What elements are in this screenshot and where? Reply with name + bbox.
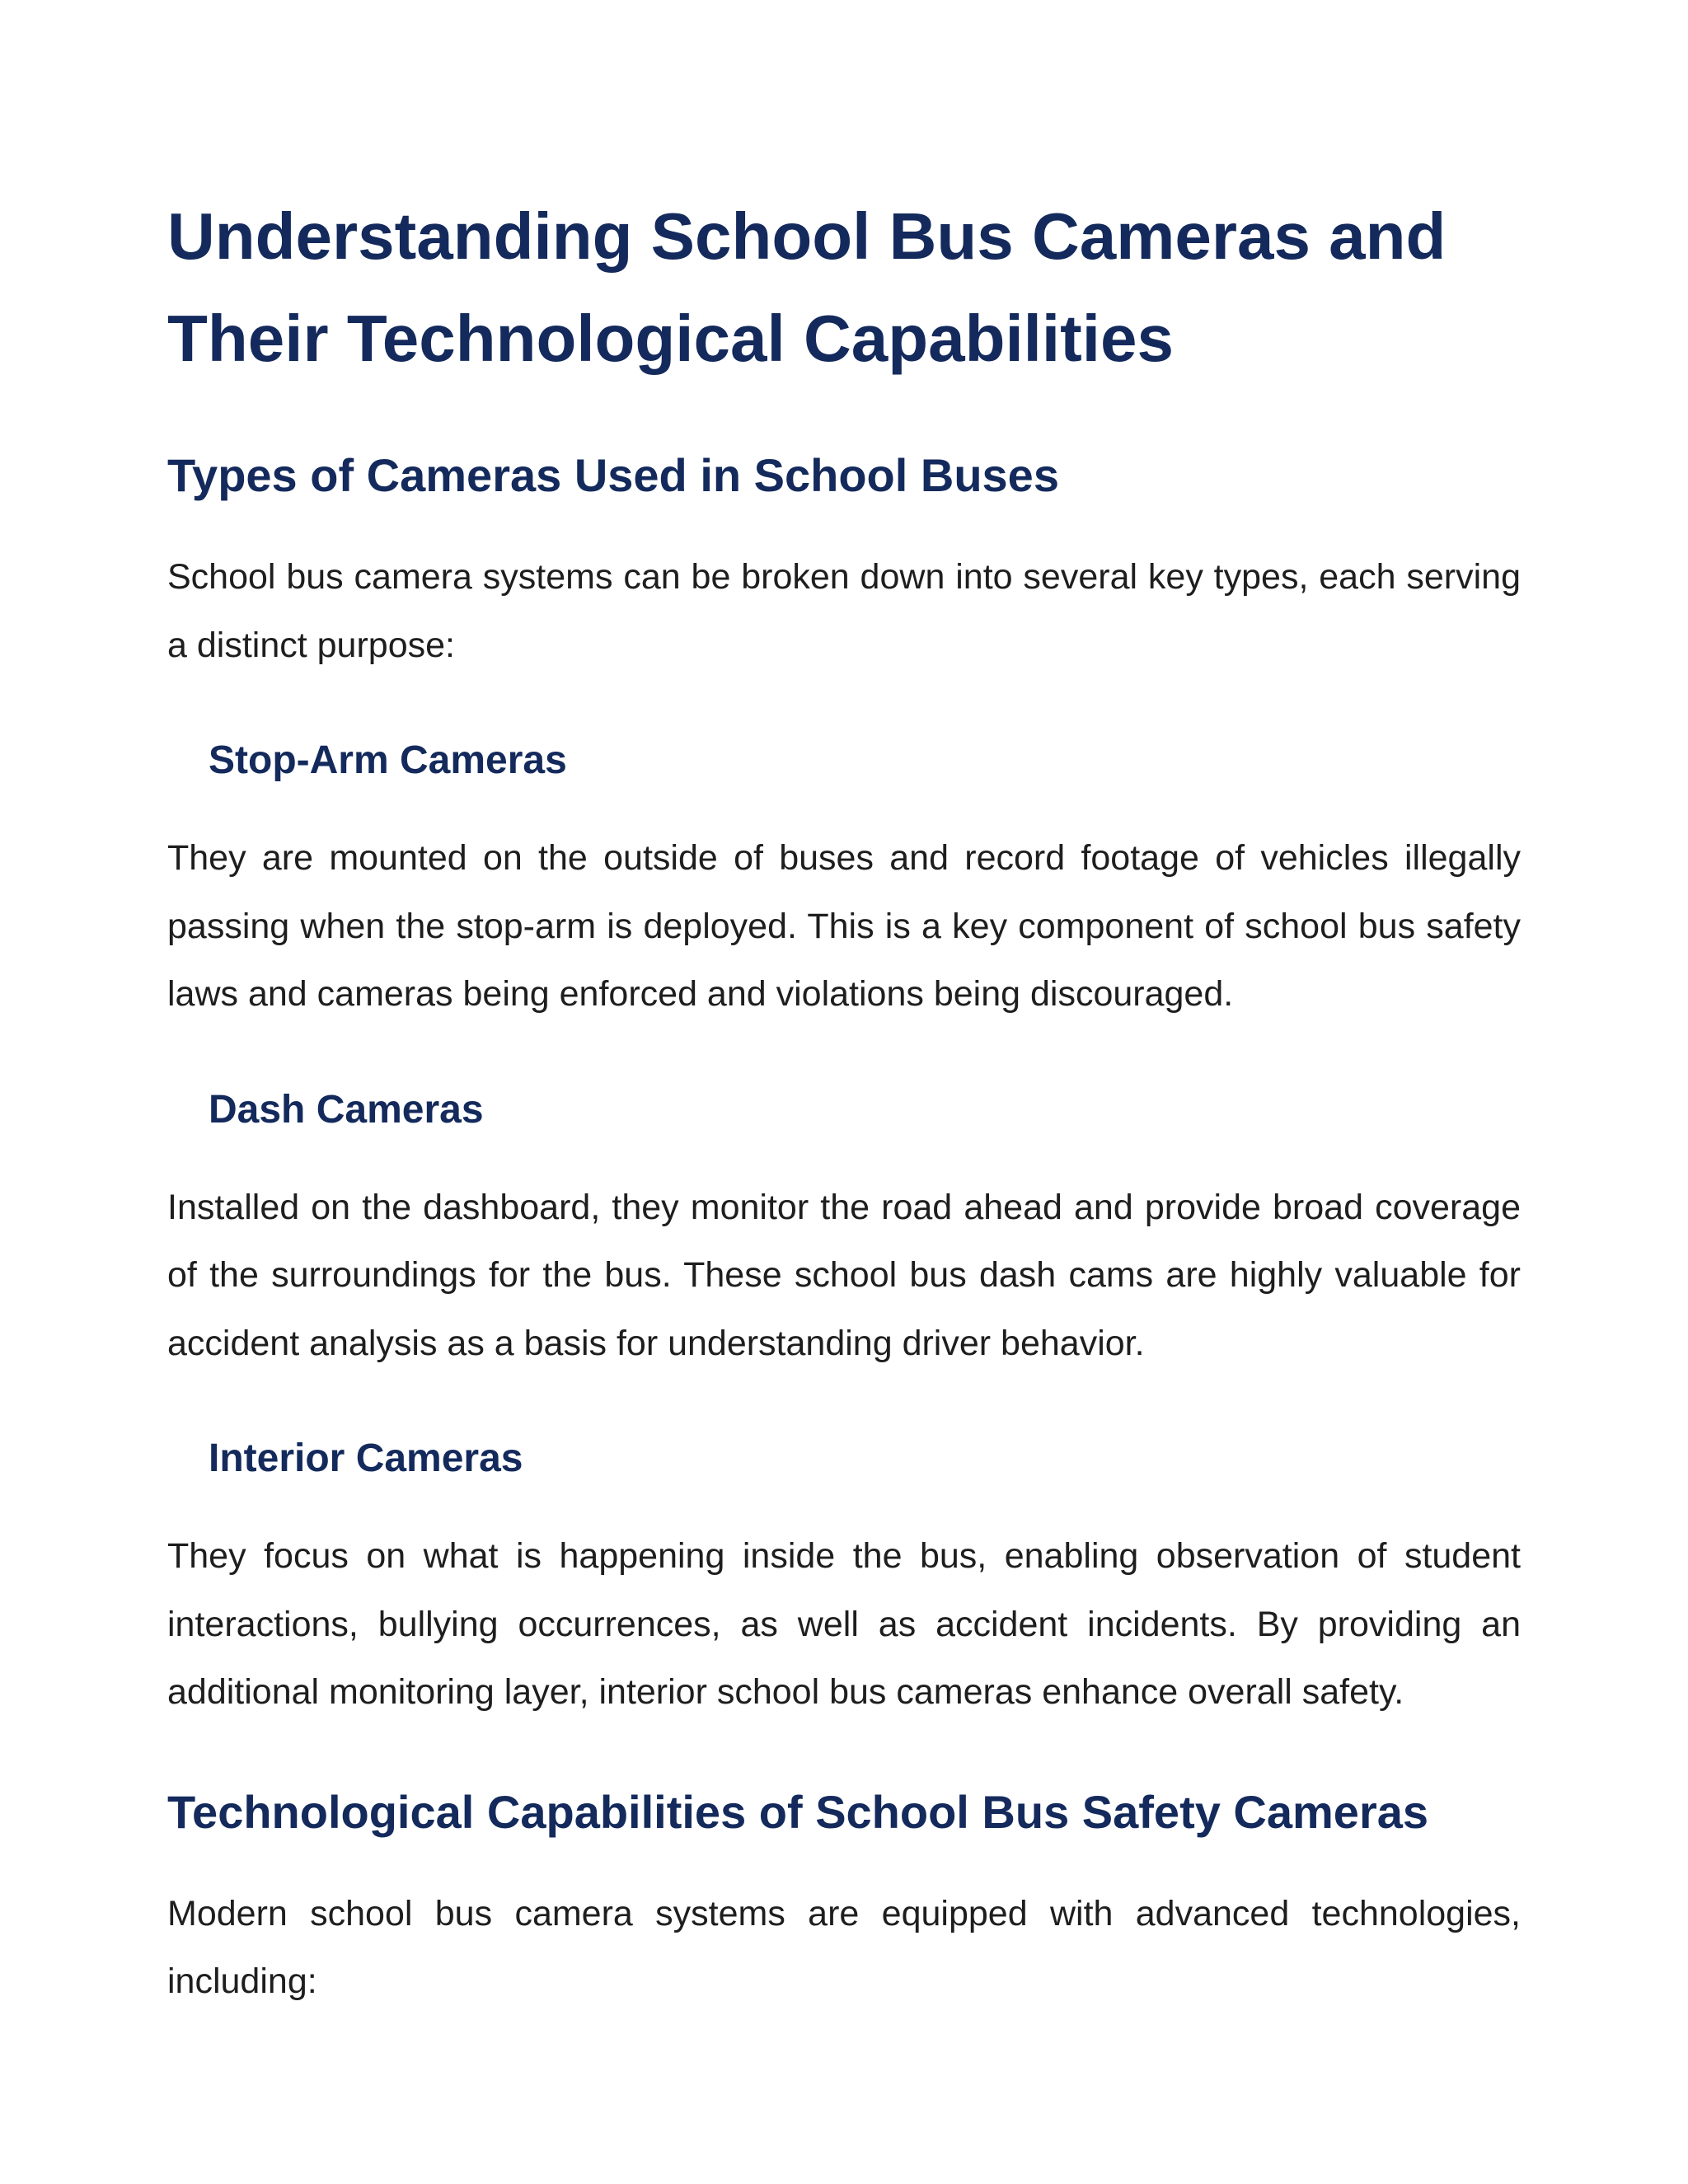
paragraph-stop-arm-cameras: They are mounted on the outside of buses and record footage of vehicles illegally passing when the stop-arm is deployed. This is a key component of school bus safety laws and cameras being enforced and violations being discouraged. [167,838,1521,1014]
section-heading-camera-types: Types of Cameras Used in School Buses [167,449,1059,501]
document-title: Understanding School Bus Cameras and Their Technological Capabilities [167,199,1447,375]
section-intro-camera-types: School bus camera systems can be broken down into several key types, each serving a distinct purpose: [167,557,1521,665]
subheading-stop-arm-cameras: Stop-Arm Cameras [209,738,567,782]
subheading-interior-cameras: Interior Cameras [209,1436,523,1480]
subheading-dash-cameras: Dash Cameras [209,1087,484,1132]
paragraph-interior-cameras: They focus on what is happening inside the bus, enabling observation of student interactions, bullying occurrences, as well as accident incidents. By providing an additional monitoring layer, interior school bus cameras enhance overall safety. [167,1536,1521,1712]
section-heading-tech-capabilities: Technological Capabilities of School Bus Safety Cameras [167,1785,1429,1838]
section-intro-tech-capabilities: Modern school bus camera systems are equipped with advanced technologies, including: [167,1893,1521,2001]
paragraph-dash-cameras: Installed on the dashboard, they monitor the road ahead and provide broad coverage of the surroundings for the bus. These school bus dash cams are highly valuable for accident analysis as a basis for understanding driver behavior. [167,1187,1521,1363]
